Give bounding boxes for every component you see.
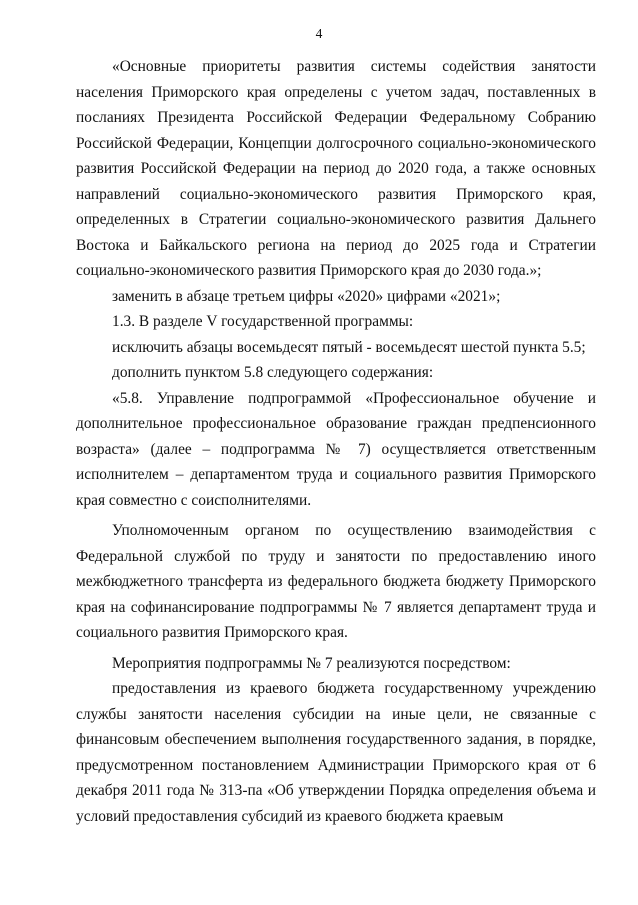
paragraph-subsidy-provision: предоставления из краевого бюджета государственному учреждению службы занятости населения субсидии на иные цели, не связанные с финансовым обеспечением выполнения государственного задания, в порядке, предусмотренном постановлением Администрации Приморского края от 6 декабря 2011 года № 313-па «Об утверждении Порядка определения объема и условий предоставления субсидий из краевого бюджета краевым [76, 680, 596, 825]
paragraph-measures-intro: Мероприятия подпрограммы № 7 реализуются посредством: [112, 654, 511, 672]
paragraph-priorities-quote: «Основные приоритеты развития системы содействия занятости населения Приморского края определены с учетом задач, поставленных в посланиях Президента Российской Федерации Федеральному Собранию Российской Федерации, Концепции долгосрочного социально-экономического развития Российской Федерации на период до 2020 года, а также основных направлений социально-экономического развития Приморского края, определенных в Стратегии социально-экономического развития Дальнего Востока и Байкальского региона на период до 2025 года и Стратегии социально-экономического развития Приморского края до 2030 года.»; [76, 58, 596, 279]
paragraph-item-5-8: «5.8. Управление подпрограммой «Профессиональное обучение и дополнительное профессиональное образование граждан предпенсионного возраста» (далее – подпрограмма № 7) осуществляется ответственным исполнителем – департаментом труда и социального развития Приморского края совместно с соисполнителями. [76, 389, 596, 509]
paragraph-replace-digits: заменить в абзаце третьем цифры «2020» цифрами «2021»; [112, 287, 501, 305]
paragraph-section-v-heading: 1.3. В разделе V государственной программы: [112, 313, 414, 330]
document-body [76, 54, 596, 829]
paragraph-add-item-5-8: дополнить пунктом 5.8 следующего содержания: [112, 364, 434, 381]
page-number: 4 [315, 26, 323, 41]
paragraph-exclude-clauses: исключить абзацы восемьдесят пятый - восемьдесят шестой пункта 5.5; [112, 338, 586, 356]
paragraph-authorized-body: Уполномоченным органом по осуществлению взаимодействия с Федеральной службой по труду и занятости по предоставлению иного межбюджетного трансферта из федерального бюджета бюджету Приморского края на софинансирование подпрограммы № 7 является департамент труда и социального развития Приморского края. [76, 522, 596, 641]
